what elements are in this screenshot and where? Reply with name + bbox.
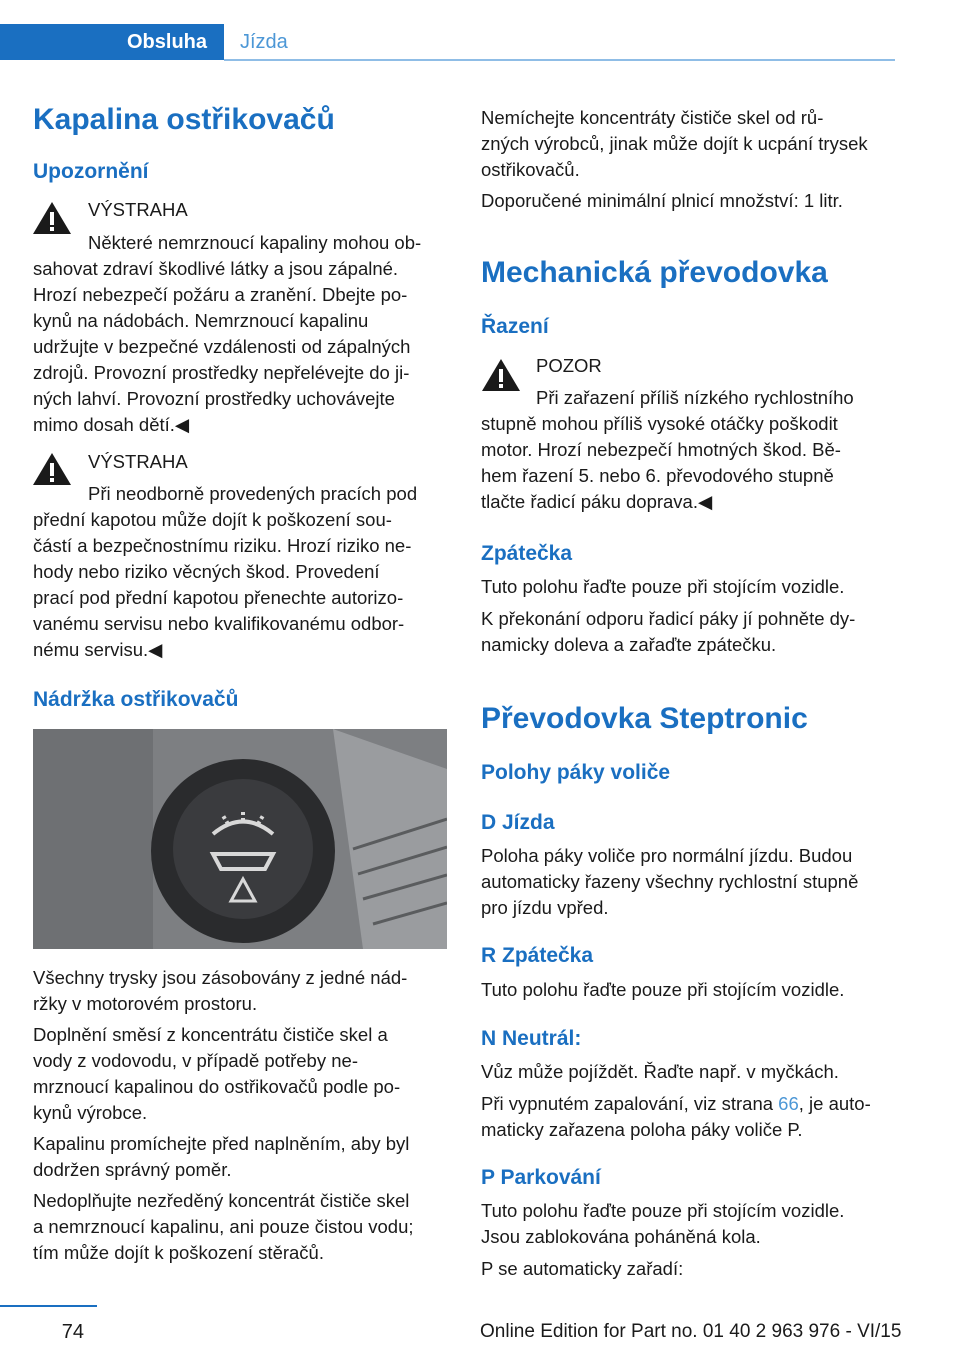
paragraph-line: dodržen správný poměr.	[33, 1159, 232, 1180]
warning2-line: Při neodborně provedených pracích pod	[88, 483, 418, 504]
warning1-line: kynů na nádobách. Nemrznoucí kapalinu	[33, 310, 369, 331]
edition-note: Online Edition for Part no. 01 40 2 963 976 - VI/15	[480, 1321, 902, 1342]
paragraph-line: Doporučené minimální plnicí množství: 1 litr.	[481, 190, 843, 211]
warning2-line: vanému servisu nebo kvalifikovanému odbor‐	[33, 613, 405, 634]
paragraph-line: kynů výrobce.	[33, 1102, 148, 1123]
paragraph-line	[481, 1091, 871, 1117]
tab-underline	[224, 59, 895, 61]
warning1-title: VÝSTRAHA	[88, 199, 188, 220]
paragraph-line: Poloha páky voliče pro normální jízdu. Budou	[481, 845, 853, 866]
warning1-line: Některé nemrznoucí kapaliny mohou ob‐	[88, 232, 422, 253]
page-reference-link[interactable]: 66	[778, 1093, 799, 1114]
heading-mechanicka: Mechanická převodovka	[481, 256, 828, 289]
warning2-line: přední kapotou může dojít k poškození sou‐	[33, 509, 392, 530]
warning3-line: hem řazení 5. nebo 6. převodového stupně	[481, 465, 834, 486]
paragraph-line: Doplnění směsí z koncentrátu čističe skel a	[33, 1024, 388, 1045]
paragraph-line: Kapalinu promíchejte před naplněním, aby byl	[33, 1133, 410, 1154]
paragraph-line: Jsou zablokována poháněná kola.	[481, 1226, 761, 1247]
heading-r-zpatecka: R Zpátečka	[481, 944, 594, 967]
warning-triangle-icon	[481, 357, 521, 393]
paragraph-line: Všechny trysky jsou zásobovány z jedné nád‐	[33, 967, 408, 988]
warning1-line: Hrozí nebezpečí požáru a zranění. Dbejte po‐	[33, 284, 408, 305]
paragraph-line: pro jízdu vpřed.	[481, 897, 609, 918]
washer-reservoir-photo	[33, 729, 447, 949]
warning1-line: ných lahví. Provozní prostředky uchovávejte	[33, 388, 395, 409]
heading-steptronic: Převodovka Steptronic	[481, 702, 808, 735]
warning3-line: motor. Hrozí nebezpečí hmotných škod. Bě‐	[481, 439, 841, 460]
warning1-line: zdrojů. Provozní prostředky nepřelévejte do ji‐	[33, 362, 410, 383]
paragraph-line: a nemrznoucí kapalinu, ani pouze čistou vodu;	[33, 1216, 414, 1237]
warning3-line: stupně mohou příliš vysoké otáčky poškodit	[481, 413, 838, 434]
paragraph-line: K překonání odporu řadicí páky jí pohněte dy‐	[481, 608, 856, 629]
tab-jizda[interactable]: Jízda	[240, 31, 288, 53]
text-span: , je auto‐	[798, 1093, 871, 1114]
heading-kapalina: Kapalina ostřikovačů	[33, 103, 335, 136]
paragraph-line: namicky doleva a zařaďte zpátečku.	[481, 634, 777, 655]
paragraph-line: mrznoucí kapalinou do ostřikovačů podle po‐	[33, 1076, 401, 1097]
paragraph-line: automaticky řazeny všechny rychlostní stupně	[481, 871, 859, 892]
paragraph-line: Tuto polohu řaďte pouze při stojícím vozidle.	[481, 979, 845, 1000]
text-span: Při vypnutém zapalování, viz strana	[481, 1093, 779, 1114]
paragraph-line: Vůz může pojíždět. Řaďte např. v myčkách.	[481, 1061, 839, 1082]
paragraph-line: Tuto polohu řaďte pouze při stojícím vozidle.	[481, 1200, 845, 1221]
warning1-line: udržujte v bezpečné vzdálenosti od zápalných	[33, 336, 411, 357]
warning3-line: tlačte řadicí páku doprava.◀	[481, 491, 713, 512]
warning2-title: VÝSTRAHA	[88, 451, 188, 472]
heading-nadrzka: Nádržka ostřikovačů	[33, 688, 239, 711]
heading-upozorneni: Upozornění	[33, 160, 149, 183]
warning1-line: sahovat zdraví škodlivé látky a jsou zápalné.	[33, 258, 399, 279]
warning2-line: částí a bezpečnostnímu riziku. Hrozí riziko ne‐	[33, 535, 412, 556]
paragraph-line: vody z vodovodu, v případě potřeby ne‐	[33, 1050, 358, 1071]
paragraph-line: ržky v motorovém prostoru.	[33, 993, 258, 1014]
warning-triangle-icon	[32, 200, 72, 236]
paragraph-line: P se automaticky zařadí:	[481, 1258, 684, 1279]
paragraph-line: Nedoplňujte nezředěný koncentrát čističe skel	[33, 1190, 410, 1211]
heading-p-parkovani: P Parkování	[481, 1166, 601, 1189]
tab-obsluha[interactable]: Obsluha	[0, 24, 224, 60]
heading-d-jizda: D Jízda	[481, 811, 555, 834]
heading-zpatecka: Zpátečka	[481, 542, 573, 565]
warning-triangle-icon	[32, 451, 72, 487]
paragraph-line: tím může dojít k poškození stěračů.	[33, 1242, 324, 1263]
paragraph-line: Tuto polohu řaďte pouze při stojícím vozidle.	[481, 576, 845, 597]
warning2-line: hody nebo riziko věcných škod. Provedení	[33, 561, 380, 582]
heading-razeni: Řazení	[481, 315, 549, 338]
paragraph-line: Nemíchejte koncentráty čističe skel od rů‐	[481, 107, 824, 128]
heading-n-neutral: N Neutrál:	[481, 1027, 582, 1050]
warning2-line: nému servisu.◀	[33, 639, 163, 660]
paragraph-line: maticky zařazena poloha páky voliče P.	[481, 1119, 803, 1140]
paragraph-line: zných výrobců, jinak může dojít k ucpání trysek	[481, 133, 868, 154]
warning1-line: mimo dosah dětí.◀	[33, 414, 190, 435]
warning3-line: Při zařazení příliš nízkého rychlostního	[536, 387, 854, 408]
warning3-title: POZOR	[536, 355, 602, 376]
page-number: 74	[61, 1321, 84, 1343]
heading-polohy: Polohy páky voliče	[481, 761, 671, 784]
footer-rule	[0, 1305, 97, 1307]
paragraph-line: ostřikovačů.	[481, 159, 580, 180]
warning2-line: prací pod přední kapotou přenechte autorizo‐	[33, 587, 404, 608]
section-tabs	[0, 24, 895, 60]
